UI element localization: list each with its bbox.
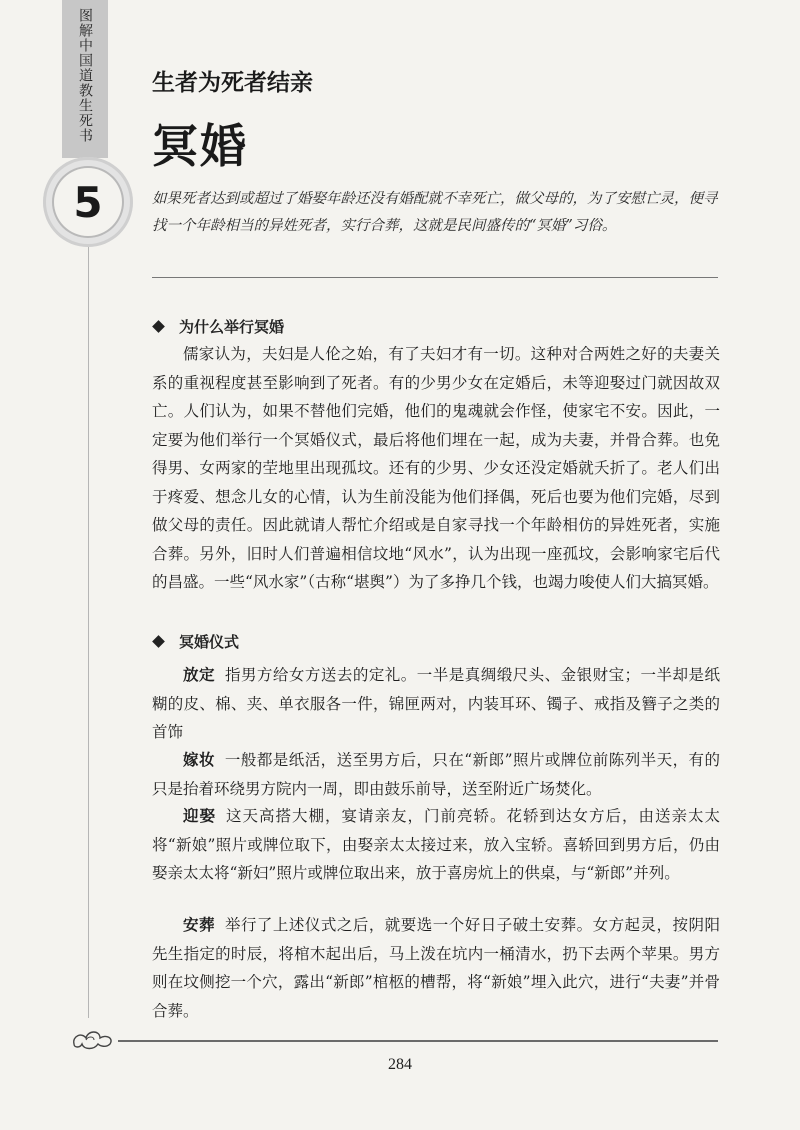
side-divider: [88, 228, 89, 1018]
section-paragraph-why: 儒家认为，夫妇是人伦之始，有了夫妇才有一切。这种对合两姓之好的夫妻关系的重视程度甚至影响到了死者。有的少男少女在定婚后，未等迎娶过门就因故双亡。人们认为，如果不替他们完婚，他们的鬼魂就会作怪，使家宅不安。因此，一定要为他们举行一个冥婚仪式，最后将他们埋在一起，成为夫妻，并骨合葬。也免得男、女两家的茔地里出现孤坟。还有的少男、少女还没定婚就夭折了。老人们出于疼爱、想念儿女的心情，认为生前没能为他们择偶，死后也要为他们完婚，尽到做父母的责任。因此就请人帮忙介绍或是自家寻找一个年龄相仿的异姓死者，实施合葬。另外，旧时人们普遍相信坟地“风水”，认为出现一座孤坟，会影响家宅后代的昌盛。一些“风水家”（古称“堪舆”）为了多挣几个钱，也竭力唆使人们大搞冥婚。: [152, 345, 720, 591]
ritual-text: 指男方给女方送去的定礼。一半是真绸缎尺头、金银财宝；一半却是纸糊的皮、棉、夹、单衣服各一件，锦匣两对，内装耳环、镯子、戒指及簪子之类的首饰: [152, 666, 720, 741]
ritual-text: 一般都是纸活，送至男方后，只在“新郎”照片或牌位前陈列半天，有的只是抬着环绕男方院内一周，即由鼓乐前导，送至附近广场焚化。: [152, 751, 720, 798]
header-divider: [152, 277, 718, 278]
ritual-text: 这天高搭大棚，宴请亲友，门前亮轿。花轿到达女方后，由送亲太太将“新娘”照片或牌位取下，由娶亲太太接过来，放入宝轿。喜轿回到男方后，仍由娶亲太太将“新妇”照片或牌位取出来，放于喜房炕上的供桌，与“新郎”并列。: [152, 807, 720, 882]
footer-divider: [118, 1040, 718, 1042]
ritual-term: 嫁妆: [183, 751, 215, 769]
diamond-bullet-icon: [152, 320, 165, 333]
section-heading-ritual: [152, 631, 239, 652]
section-heading-why: [152, 316, 284, 337]
page-subtitle: 生者为死者结亲: [152, 70, 313, 96]
ritual-text: 举行了上述仪式之后，就要选一个好日子破土安葬。女方起灵，按阴阳先生指定的时辰，将棺木起出后，马上泼在坑内一桶清水，扔下去两个苹果。男方则在坟侧挖一个穴，露出“新郎”棺柩的槽帮，将“新娘”埋入此穴，进行“夫妻”并骨合葬。: [152, 916, 720, 1020]
ritual-term: 放定: [183, 666, 215, 684]
ritual-entry: [152, 802, 720, 888]
chapter-number: 5: [54, 168, 122, 236]
intro-paragraph: 如果死者达到或超过了婚娶年龄还没有婚配就不幸死亡，做父母的，为了安慰亡灵，便寻找一个年龄相当的异姓死者，实行合葬，这就是民间盛传的“冥婚”习俗。: [152, 191, 718, 234]
ritual-entry: [152, 661, 720, 747]
cloud-ornament-icon: [70, 1024, 120, 1054]
page-number: 284: [388, 1056, 412, 1073]
page-title: 冥婚: [152, 119, 248, 173]
section-heading-label: 为什么举行冥婚: [179, 318, 285, 336]
ritual-term: 安葬: [183, 916, 215, 934]
series-title: 图解中国道教生死书: [77, 8, 93, 143]
ritual-term: 迎娶: [183, 807, 216, 825]
ritual-entry: [152, 746, 720, 803]
ritual-entry: [152, 911, 720, 1025]
section-heading-label: 冥婚仪式: [179, 633, 240, 651]
diamond-bullet-icon: [152, 635, 165, 648]
